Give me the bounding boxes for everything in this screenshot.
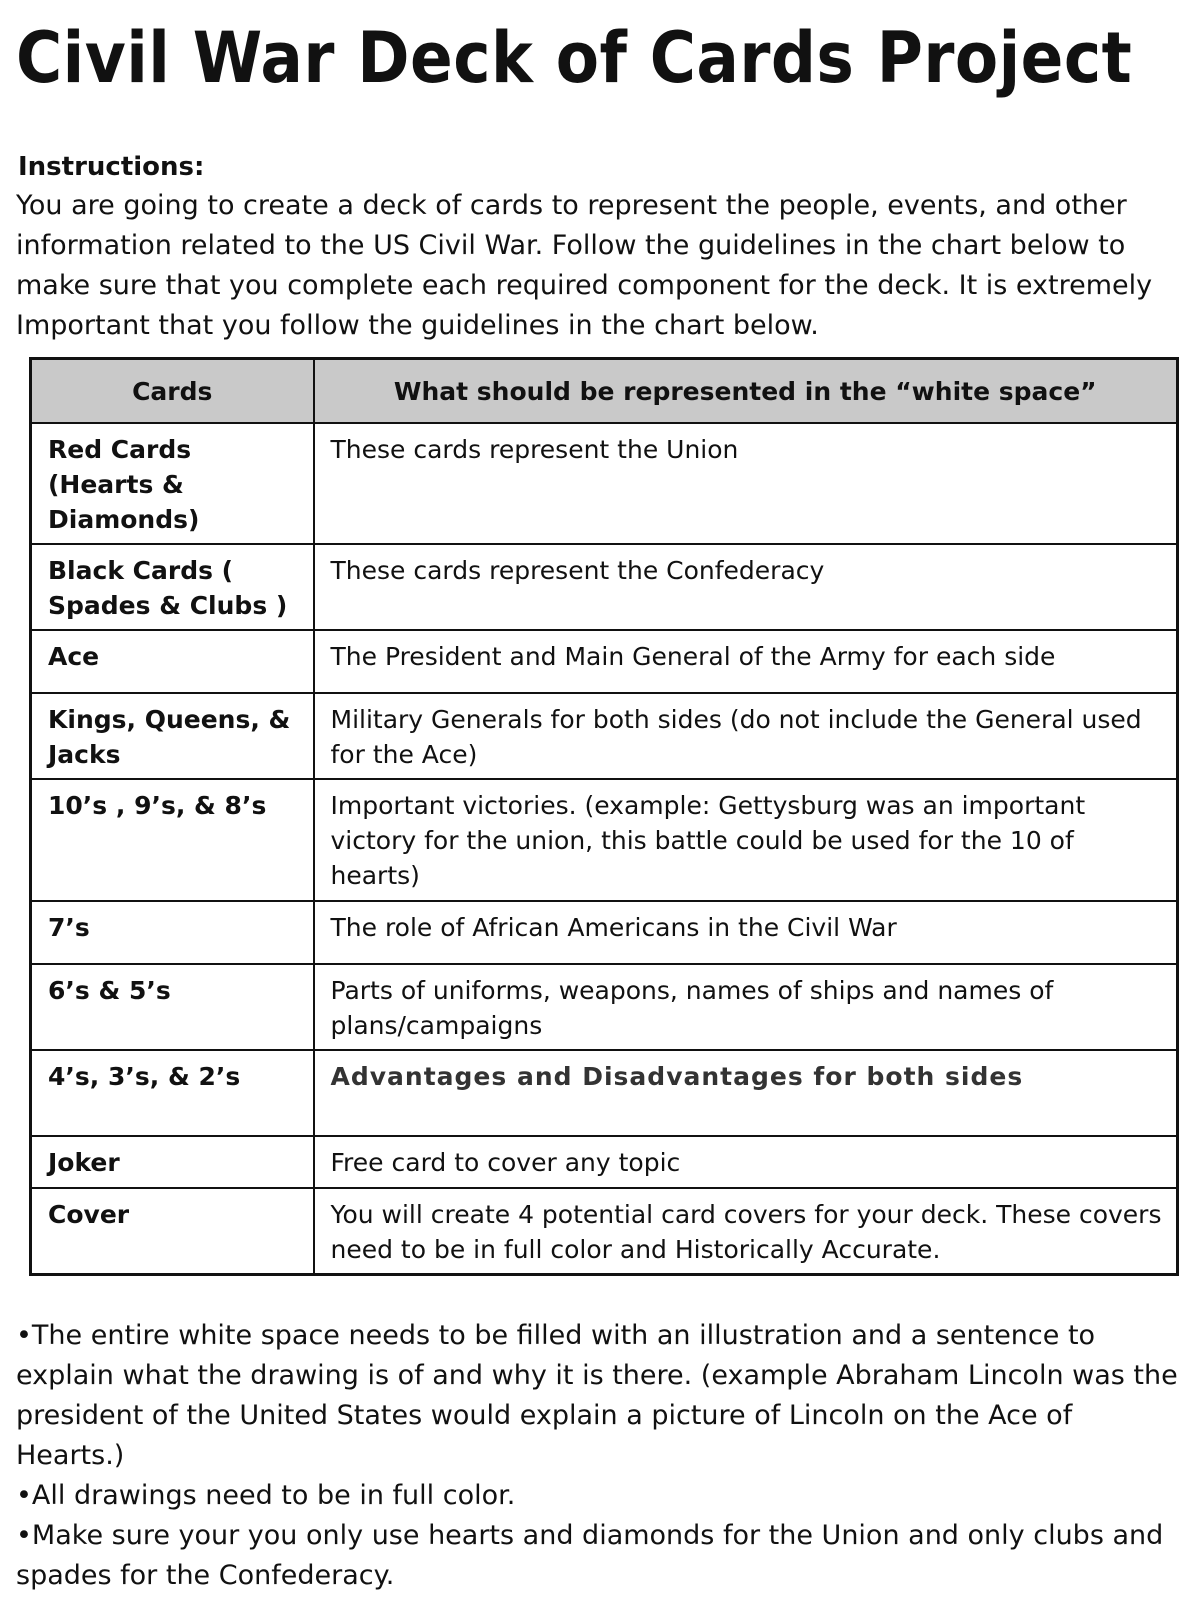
card-type-cell: Joker (31, 1136, 314, 1188)
table-row (31, 1136, 1178, 1188)
description-cell: These cards represent the Union (314, 423, 1178, 544)
card-type-cell: 4’s, 3’s, & 2’s (31, 1050, 314, 1136)
table-row (31, 544, 1178, 630)
card-type-cell: Kings, Queens, & Jacks (31, 693, 314, 779)
description-cell: You will create 4 potential card covers for your deck. These covers need to be in full color and Historically Accurate. (314, 1188, 1178, 1275)
instructions-heading: Instructions: (18, 152, 205, 182)
table-header-row (31, 359, 1178, 424)
card-type-cell: Red Cards (Hearts & Diamonds) (31, 423, 314, 544)
list-item: •All drawings need to be in full color. (16, 1480, 516, 1511)
card-type-cell: Ace (31, 630, 314, 693)
page-title: Civil War Deck of Cards Project (16, 17, 1133, 99)
table-row (31, 630, 1178, 693)
description-cell: Parts of uniforms, weapons, names of ships and names of plans/campaigns (314, 964, 1178, 1050)
table-row (31, 1050, 1178, 1136)
card-type-cell: 10’s , 9’s, & 8’s (31, 779, 314, 901)
list-item: •Make sure your you only use hearts and diamonds for the Union and only clubs and spades for the Confederacy. (16, 1520, 1164, 1591)
card-type-cell: 6’s & 5’s (31, 964, 314, 1050)
header-white-space: What should be represented in the “white space” (314, 359, 1178, 424)
description-cell: Advantages and Disadvantages for both sides (314, 1050, 1178, 1136)
instructions-body: You are going to create a deck of cards to represent the people, events, and other information related to the US Civil War. Follow the guidelines in the chart below to make sure that you complete each required component for the deck. It is extremely Important that you follow the guidelines in the chart below. (16, 190, 1153, 341)
card-type-cell: Black Cards ( Spades & Clubs ) (31, 544, 314, 630)
card-type-cell: Cover (31, 1188, 314, 1275)
description-cell: Free card to cover any topic (314, 1136, 1178, 1188)
table-row (31, 423, 1178, 544)
description-cell: Important victories. (example: Gettysburg was an important victory for the union, this battle could be used for the 10 of hearts) (314, 779, 1178, 901)
table-row (31, 964, 1178, 1050)
card-type-cell: 7’s (31, 901, 314, 964)
description-cell: Military Generals for both sides (do not include the General used for the Ace) (314, 693, 1178, 779)
description-cell: The President and Main General of the Army for each side (314, 630, 1178, 693)
description-cell: The role of African Americans in the Civil War (314, 901, 1178, 964)
table-row (31, 901, 1178, 964)
requirements-list (16, 1316, 1181, 1596)
table-row (31, 1188, 1178, 1275)
table-row (31, 779, 1178, 901)
table-row (31, 693, 1178, 779)
card-guidelines-table (29, 357, 1179, 1276)
header-cards: Cards (31, 359, 314, 424)
list-item: •The entire white space needs to be filled with an illustration and a sentence to explain what the drawing is of and why it is there. (example Abraham Lincoln was the president of the United States would explain a picture of Lincoln on the Ace of Hearts.) (16, 1320, 1178, 1471)
description-cell: These cards represent the Confederacy (314, 544, 1178, 630)
